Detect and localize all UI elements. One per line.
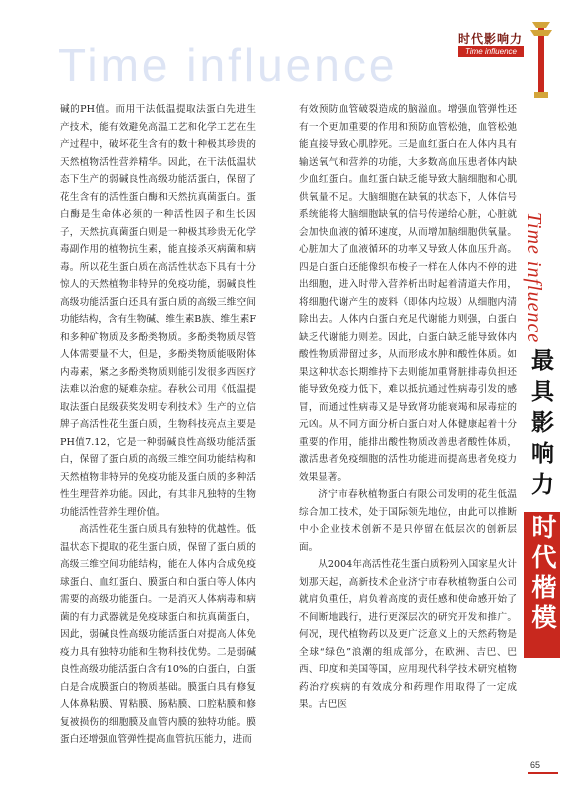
article-paragraph: 碱的PH值。而用干法低温提取法蛋白先进生产技术，能有效避免高温工艺和化学工艺在生产过程中，破坏花生含有的数十种极其珍贵的天然植物活性营养精华。因此，在干法低温状态下生产的弱碱良性高级功能活蛋白，保留了花生含有的活性蛋白酶和天然抗真菌蛋白。蛋白酶是生命体必须的一种活性因子和生长因子，天然抗真菌蛋白则是一种极其珍贵无化学毒副作用的植物抗生素，能直接杀灭病菌和病毒。所以花生蛋白质在高活性状态下具有十分惊人的天然植物非特异的免疫功能，弱碱良性高级功能活蛋白还具有蛋白质的高级三维空间功能结构，含有生物碱、维生素B族、维生素F和多种矿物质及多酚类物质。多酚类物质尽管人体需要量不大，但是，多酚类物质能吸附体内毒素，紧之多酚类物质则能引发很多西医疗法难以治愈的疑难杂症。春秋公司用《低温提取法蛋白昆级获奖发明专利技术》生产的立信牌子高活性花生蛋白质，生物科技亮点主要是PH值7.12，它是一种弱碱良性高级功能活蛋白，保留了蛋白质的高级三维空间功能结构和天然植物非特异的免疫功能及蛋白质的多种活性生理营养功能。因此，有其非凡独特的生物功能活性营养生理价值。 (60, 104, 256, 518)
page-number: 65 (530, 760, 541, 770)
sidebar-title: 最具影响力 (527, 348, 553, 503)
page-number-rule (528, 772, 558, 774)
logo-chinese-text: 时代影响力 (458, 32, 524, 46)
logo-english-text: Time influence (458, 46, 524, 57)
article-paragraph: 济宁市春秋植物蛋白有限公司发明的花生低温综合加工技术，处于国际领先地位，由此可以推断中小企业技术创新不是只停留在低层次的创新层面。 (299, 489, 517, 553)
sidebar-italic-label: Time influence (523, 212, 545, 344)
article-paragraph: 有效预防血管破裂造成的脑溢血。增强血管弹性还有一个更加重要的作用和预防血管松弛，血管松弛能直接导致心肌脖死。三是血红蛋白在人体内具有输送氧气和营养的功能，大多数高血压患者体内缺少血红蛋白。血红蛋白缺乏能导致大脑细胞和心肌供氧量不足。大脑细胞在缺氧的状态下，人体信号系统能将大脑细胞缺氧的信号传递给心脏，心脏就会加快血液的循环速度，从而增加脑细胞供氧量。心脏加大了血液循环的功率又导致人体血压升高。四是白蛋白还能像织布梭子一样在人体内不停的进出细胞，进入时带入营养析出时起着清道夫作用，将细胞代谢产生的废料（即体内垃圾）从细胞内清除出去。人体内白蛋白充足代谢能力则强，白蛋白缺乏代谢能力则差。因此，白蛋白缺乏能导致体内酸性物质滞留过多，从而形成水肿和酸性体质。如果这种状态长期维持下去则能加重肾脏排毒负担还能导致免疫力低下，难以抵抗通过性病毒引发的感冒，而通过性病毒又是导致肾功能衰竭和尿毒症的元凶。从不同方面分析白蛋白对人体健康起着十分重要的作用，能排出酸性物质改善患者酸性体质，激活患者免疫细胞的活性功能进而提高患者免疫力效果显著。 (299, 104, 517, 483)
header-logo (458, 30, 534, 58)
article-paragraph: 从2004年高活性花生蛋白质粉列入国家星火计划那天起，高新技术企业济宁市春秋植物蛋白公司就肩负重任，肩负着高度的责任感和使命感开始了不间断地践行，进行更深层次的研究开发和推广。何况，现代植物药以及更广泛意义上的天然药物是全球“绿色”浪潮的组成部分，在欧洲、吉巴、巴西、印度和美国等国，应用现代科学技术研究植物药治疗疾病的有效成分和药理作用取得了一定成果。古巴医 (299, 559, 517, 710)
article-column-left (60, 101, 256, 749)
sidebar-highlight-text: 时代楷模 (528, 514, 557, 634)
article-column-right (299, 101, 517, 714)
background-watermark: Time influence (58, 39, 398, 91)
pillar-emblem-icon (528, 18, 554, 100)
article-paragraph: 高活性花生蛋白质具有独特的优越性。低温状态下提取的花生蛋白质，保留了蛋白质的高级三维空间功能结构，能在人体内合成免疫球蛋白、血红蛋白、膜蛋白和白蛋白等人体内需要的高级功能蛋白。一是消灭人体病毒和病菌的有力武器就是免疫球蛋白和抗真菌蛋白，因此，弱碱良性高级功能活蛋白对提高人体免疫力具有独特功能和生物科技优势。二是弱碱良性高级功能活蛋白含有10%的白蛋白，白蛋白是合成膜蛋白的物质基础。膜蛋白具有修复人体鼻粘膜、胃粘膜、肠粘膜、口腔粘膜和修复被损伤的细胞膜及血管内膜的独特功能。膜蛋白还增强血管弹性提高血管抗压能力，进而 (60, 524, 256, 745)
